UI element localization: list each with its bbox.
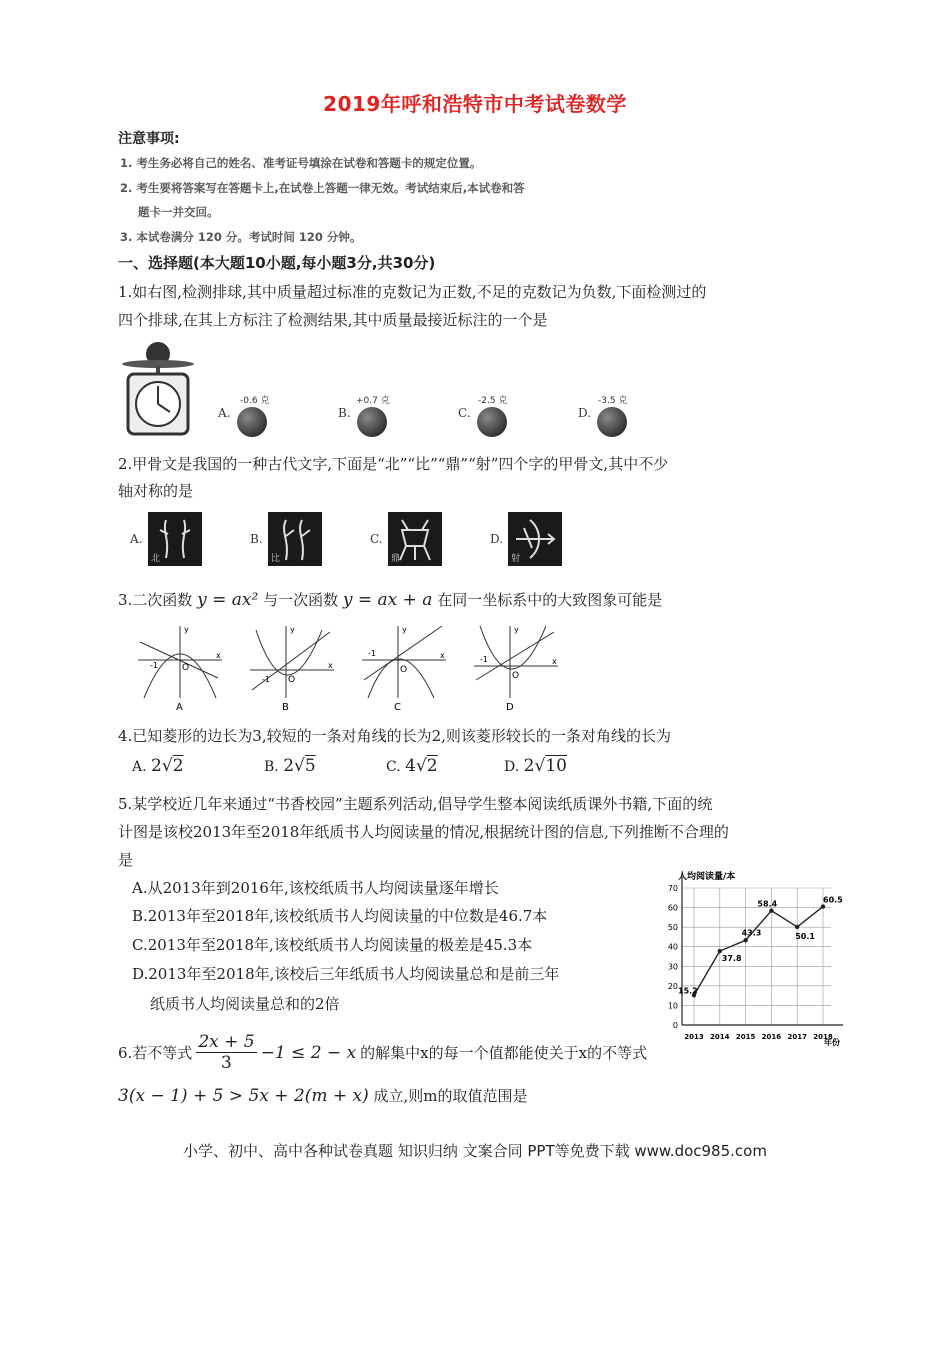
footer-text: 小学、初中、高中各种试卷真题 知识归纳 文案合同 PPT等免费下载 www.doc985.com — [183, 1142, 767, 1160]
q2-option-c-letter: C. — [370, 532, 383, 546]
chart-ytick-label: 10 — [667, 1001, 678, 1011]
q2-line1: 2.甲骨文是我国的一种古代文字,下面是“北”“比”“鼎”“射”四个字的甲骨文,其中不少 — [118, 455, 669, 473]
q3-graph-b-y: y — [290, 625, 295, 634]
q3-graph-d-y: y — [514, 625, 519, 634]
q1-option-a-letter: A. — [218, 406, 231, 420]
q2-line2: 轴对称的是 — [118, 482, 194, 500]
q4-option-a-radicand: 2 — [172, 756, 184, 776]
q1-option-a-value: -0.6 克 — [240, 396, 270, 406]
q1-option-a-ball[interactable] — [237, 407, 267, 437]
q3-mid: 与一次函数 — [263, 591, 339, 609]
q2-option-b-letter: B. — [250, 532, 263, 546]
q4-option-c[interactable]: C. 4√2 — [386, 756, 438, 776]
q3-graph-d-x: x — [552, 657, 557, 666]
q5-line3: 是 — [118, 851, 134, 869]
chart-xtick-label: 2015 — [735, 1033, 756, 1041]
q4-option-b-radicand: 5 — [304, 756, 316, 776]
chart-xtick-label: 2018 — [813, 1033, 833, 1041]
q2-option-d-glyph[interactable] — [508, 512, 562, 566]
q6-prefix: 6.若不等式 — [118, 1043, 193, 1062]
q2-option-b-char: 比 — [271, 554, 281, 564]
q3-graph-b-x: x — [328, 661, 333, 670]
notice-item-3: 3. 本试卷满分 120 分。考试时间 120 分钟。 — [120, 230, 362, 244]
chart-data-label: 50.1 — [795, 931, 815, 941]
q2-option-a-glyph[interactable] — [148, 512, 202, 566]
q3-graph-d[interactable] — [474, 625, 558, 712]
q1-option-b-letter: B. — [338, 406, 351, 420]
chart-data-label: 60.5 — [823, 895, 843, 905]
chart-data-label: 37.8 — [721, 954, 742, 964]
q3-graph-d-neg-one: -1 — [480, 655, 488, 664]
q3-graph-d-label: D — [506, 702, 514, 712]
notice-item-2: 2. 考生要将答案写在答题卡上,在试卷上答题一律无效。考试结束后,本试卷和答 — [120, 181, 525, 195]
chart-data-label: 43.3 — [741, 928, 762, 938]
q6-middle: 的解集中x的每一个值都能使关于x的不等式 — [360, 1043, 648, 1062]
chart-ytick-label: 70 — [667, 884, 678, 893]
notice-item-1: 1. 考生务必将自己的姓名、准考证号填涂在试卷和答题卡的规定位置。 — [120, 156, 482, 170]
q6-line2-suffix: 成立,则m的取值范围是 — [373, 1087, 528, 1105]
q3-graph-b[interactable] — [250, 625, 334, 712]
q6-line2 — [118, 1082, 528, 1110]
chart-ytick-label: 20 — [667, 981, 678, 991]
chart-ytick-label: 0 — [672, 1021, 678, 1030]
chart-xtick-label: 2016 — [761, 1033, 782, 1041]
notice-heading: 注意事项: — [118, 131, 180, 147]
q6-fraction — [196, 1032, 256, 1073]
q3-prefix: 3.二次函数 — [118, 591, 193, 609]
q3-graph-a-x: x — [216, 651, 221, 660]
q5-option-d-cont: 纸质书人均阅读量总和的2倍 — [150, 995, 340, 1013]
q3-graph-a[interactable] — [138, 625, 222, 712]
q4-option-b-coef: 2 — [283, 756, 295, 776]
q4-option-d-coef: 2 — [523, 756, 535, 776]
chart-xlabel: 年份 — [824, 1038, 840, 1047]
q2-option-a-letter: A. — [130, 532, 143, 546]
q5-option-c[interactable]: C.2013年至2018年,该校纸质书人均阅读量的极差是45.3本 — [132, 936, 533, 954]
q3-func-linear: y = ax + a — [342, 590, 433, 610]
q3-stem — [118, 586, 662, 614]
chart-ytick-label: 30 — [667, 962, 678, 972]
q1-option-b-ball[interactable] — [357, 407, 387, 437]
chart-point — [821, 904, 825, 908]
q3-graph-c-y: y — [402, 625, 407, 634]
q1-option-c-ball[interactable] — [477, 407, 507, 437]
q3-suffix: 在同一坐标系中的大致图象可能是 — [437, 591, 663, 609]
q3-graph-a-label: A — [176, 702, 183, 712]
scale-image — [118, 340, 198, 440]
q1-option-d-letter: D. — [578, 406, 592, 420]
chart-ytick-label: 60 — [667, 903, 678, 913]
q2-option-c-char: 鼎 — [391, 554, 401, 564]
q4-option-b[interactable]: B. 2√5 — [264, 756, 316, 776]
q2-option-d-char: 射 — [511, 554, 521, 564]
chart-point — [743, 938, 747, 942]
q3-graph-b-neg-one: -1 — [262, 675, 270, 684]
chart-ytick-label: 50 — [667, 923, 678, 933]
q6-line2-expr: 3(x − 1) + 5 > 5x + 2(m + x) — [118, 1086, 369, 1106]
q2-option-a-char: 北 — [151, 554, 161, 564]
chart-series-line — [694, 907, 823, 996]
q1-option-c-letter: C. — [458, 406, 471, 420]
q6-line1 — [118, 1032, 647, 1073]
q5-line1: 5.某学校近几年来通过“书香校园”主题系列活动,倡导学生整本阅读纸质课外书籍,下面的统 — [118, 795, 713, 813]
q1-option-c-value: -2.5 克 — [478, 396, 508, 406]
q5-option-b[interactable]: B.2013年至2018年,该校纸质书人均阅读量的中位数是46.7本 — [132, 907, 548, 925]
q3-graph-c-label: C — [394, 702, 401, 712]
chart-xtick-label: 2017 — [787, 1033, 807, 1041]
q4-option-a-coef: 2 — [151, 756, 162, 776]
chart-data-label: 15.2 — [678, 986, 698, 996]
q3-graph-d-origin: O — [512, 671, 520, 681]
chart-xtick-label: 2013 — [684, 1033, 704, 1041]
q1-option-d-ball[interactable] — [597, 407, 627, 437]
q3-graph-c[interactable] — [362, 625, 446, 712]
q2-option-b-glyph[interactable] — [268, 512, 322, 566]
q5-line2: 计图是该校2013年至2018年纸质书人均阅读量的情况,根据统计图的信息,下列推断不合理的 — [118, 823, 729, 841]
q3-graph-b-label: B — [282, 702, 289, 712]
q4-option-a[interactable]: A. 2√2 — [132, 756, 184, 776]
exam-title: 2019年呼和浩特市中考试卷数学 — [323, 92, 627, 116]
q3-graph-c-x: x — [440, 651, 445, 660]
chart-data-label: 58.4 — [757, 899, 778, 909]
q2-option-d-letter: D. — [490, 532, 504, 546]
q4-option-c-coef: 4 — [405, 756, 416, 776]
reading-line-chart — [646, 862, 856, 1052]
q4-option-d[interactable]: D. 2√10 — [504, 756, 567, 776]
q3-func-quadratic: y = ax² — [197, 590, 259, 610]
q4-option-d-radicand: 10 — [545, 756, 567, 776]
q3-graphs — [130, 620, 630, 712]
q5-option-a[interactable]: A.从2013年到2016年,该校纸质书人均阅读量逐年增长 — [132, 879, 499, 897]
chart-xtick-label: 2014 — [710, 1033, 730, 1041]
q3-graph-a-y: y — [184, 625, 189, 634]
q3-graph-c-neg-one: -1 — [368, 649, 376, 658]
q4-option-c-radicand: 2 — [426, 756, 438, 776]
q1-line1: 1.如右图,检测排球,其中质量超过标准的克数记为正数,不足的克数记为负数,下面检测过的 — [118, 283, 707, 301]
q2-option-c-glyph[interactable] — [388, 512, 442, 566]
q6-ineq-rest: −1 ≤ 2 − x — [260, 1042, 357, 1063]
q6-fraction-den: 3 — [221, 1053, 232, 1073]
q3-graph-b-origin: O — [288, 675, 296, 685]
chart-point — [795, 925, 799, 929]
chart-point — [718, 949, 722, 953]
q6-fraction-num: 2x + 5 — [198, 1032, 255, 1052]
q1-option-d-value: -3.5 克 — [598, 396, 628, 406]
q1-line2: 四个排球,在其上方标注了检测结果,其中质量最接近标注的一个是 — [118, 311, 548, 329]
q1-option-b-value: +0.7 克 — [356, 396, 390, 406]
q4-option-d-letter: D. — [504, 759, 520, 775]
q4-stem: 4.已知菱形的边长为3,较短的一条对角线的长为2,则该菱形较长的一条对角线的长为 — [118, 727, 671, 745]
notice-item-2-cont: 题卡一并交回。 — [138, 205, 219, 219]
q3-graph-a-neg-one: -1 — [150, 661, 158, 670]
q5-option-d[interactable]: D.2013年至2018年,该校后三年纸质书人均阅读量总和是前三年 — [132, 965, 560, 983]
q4-option-b-letter: B. — [264, 759, 279, 775]
q3-graph-c-origin: O — [400, 665, 408, 675]
q4-option-a-letter: A. — [132, 759, 147, 775]
chart-ylabel: 人均阅读量/本 — [678, 872, 736, 882]
q4-option-c-letter: C. — [386, 759, 401, 775]
q3-graph-a-origin: O — [182, 663, 190, 673]
chart-point — [769, 909, 773, 913]
section-heading-choice: 一、选择题(本大题10小题,每小题3分,共30分) — [118, 254, 436, 272]
chart-ytick-label: 40 — [667, 942, 678, 952]
